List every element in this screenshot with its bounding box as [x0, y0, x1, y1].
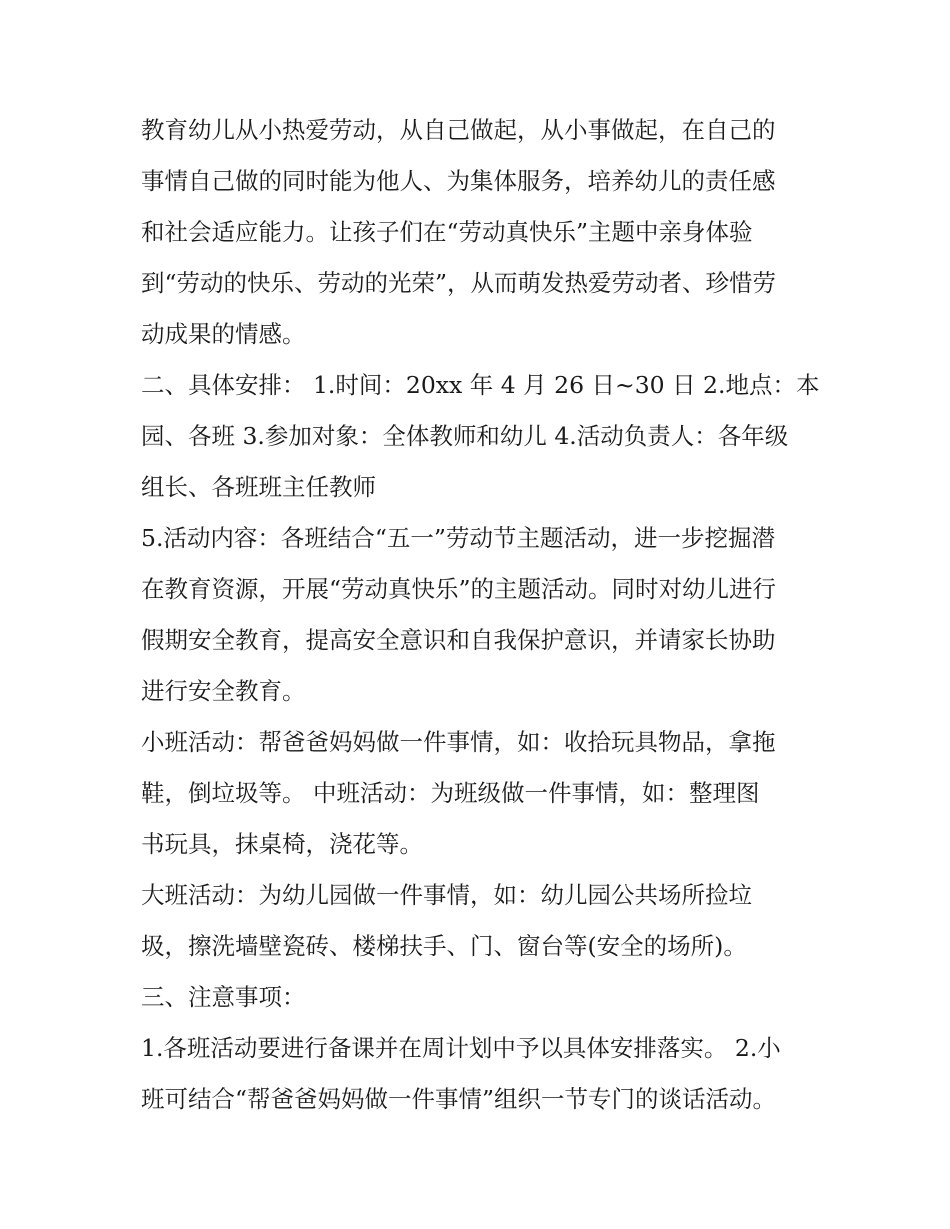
text-line: 和社会适应能力。让孩子们在“劳动真快乐”主题中亲身体验 — [141, 218, 753, 246]
text-line: 三、注意事项： — [141, 983, 306, 1011]
text-line: 组长、各班班主任教师 — [141, 473, 376, 501]
text-line: 大班活动：为幼儿园做一件事情，如：幼儿园公共场所捡垃 — [141, 881, 752, 909]
text-line: 园、各班 3.参加对象：全体教师和幼儿 4.活动负责人：各年级 — [141, 422, 789, 450]
text-line: 1.各班活动要进行备课并在周计划中予以具体安排落实。 2.小 — [141, 1034, 781, 1062]
text-line: 圾，擦洗墙壁瓷砖、楼梯扶手、门、窗台等(安全的场所)。 — [141, 932, 747, 960]
text-line: 小班活动：帮爸爸妈妈做一件事情，如：收拾玩具物品，拿拖 — [141, 728, 776, 756]
text-line: 5.活动内容：各班结合“五一”劳动节主题活动，进一步挖掘潜 — [141, 524, 775, 552]
text-line: 到“劳动的快乐、劳动的光荣”，从而萌发热爱劳动者、珍惜劳 — [141, 269, 777, 297]
text-line: 书玩具，抹桌椅，浇花等。 — [141, 830, 423, 858]
text-line: 二、具体安排： 1.时间：20xx 年 4 月 26 日~30 日 2.地点：本 — [141, 371, 820, 399]
text-line: 在教育资源，开展“劳动真快乐”的主题活动。同时对幼儿进行 — [141, 575, 777, 603]
text-line: 教育幼儿从小热爱劳动，从自己做起，从小事做起，在自己的 — [141, 116, 776, 144]
text-line: 进行安全教育。 — [141, 677, 306, 705]
text-line: 假期安全教育，提高安全意识和自我保护意识，并请家长协助 — [141, 626, 776, 654]
text-line: 动成果的情感。 — [141, 320, 306, 348]
text-line: 事情自己做的同时能为他人、为集体服务，培养幼儿的责任感 — [141, 167, 776, 195]
body-text — [141, 108, 821, 1128]
text-line: 鞋，倒垃圾等。 中班活动：为班级做一件事情，如：整理图 — [141, 779, 760, 807]
text-line: 班可结合“帮爸爸妈妈做一件事情”组织一节专门的谈话活动。 — [141, 1085, 777, 1113]
